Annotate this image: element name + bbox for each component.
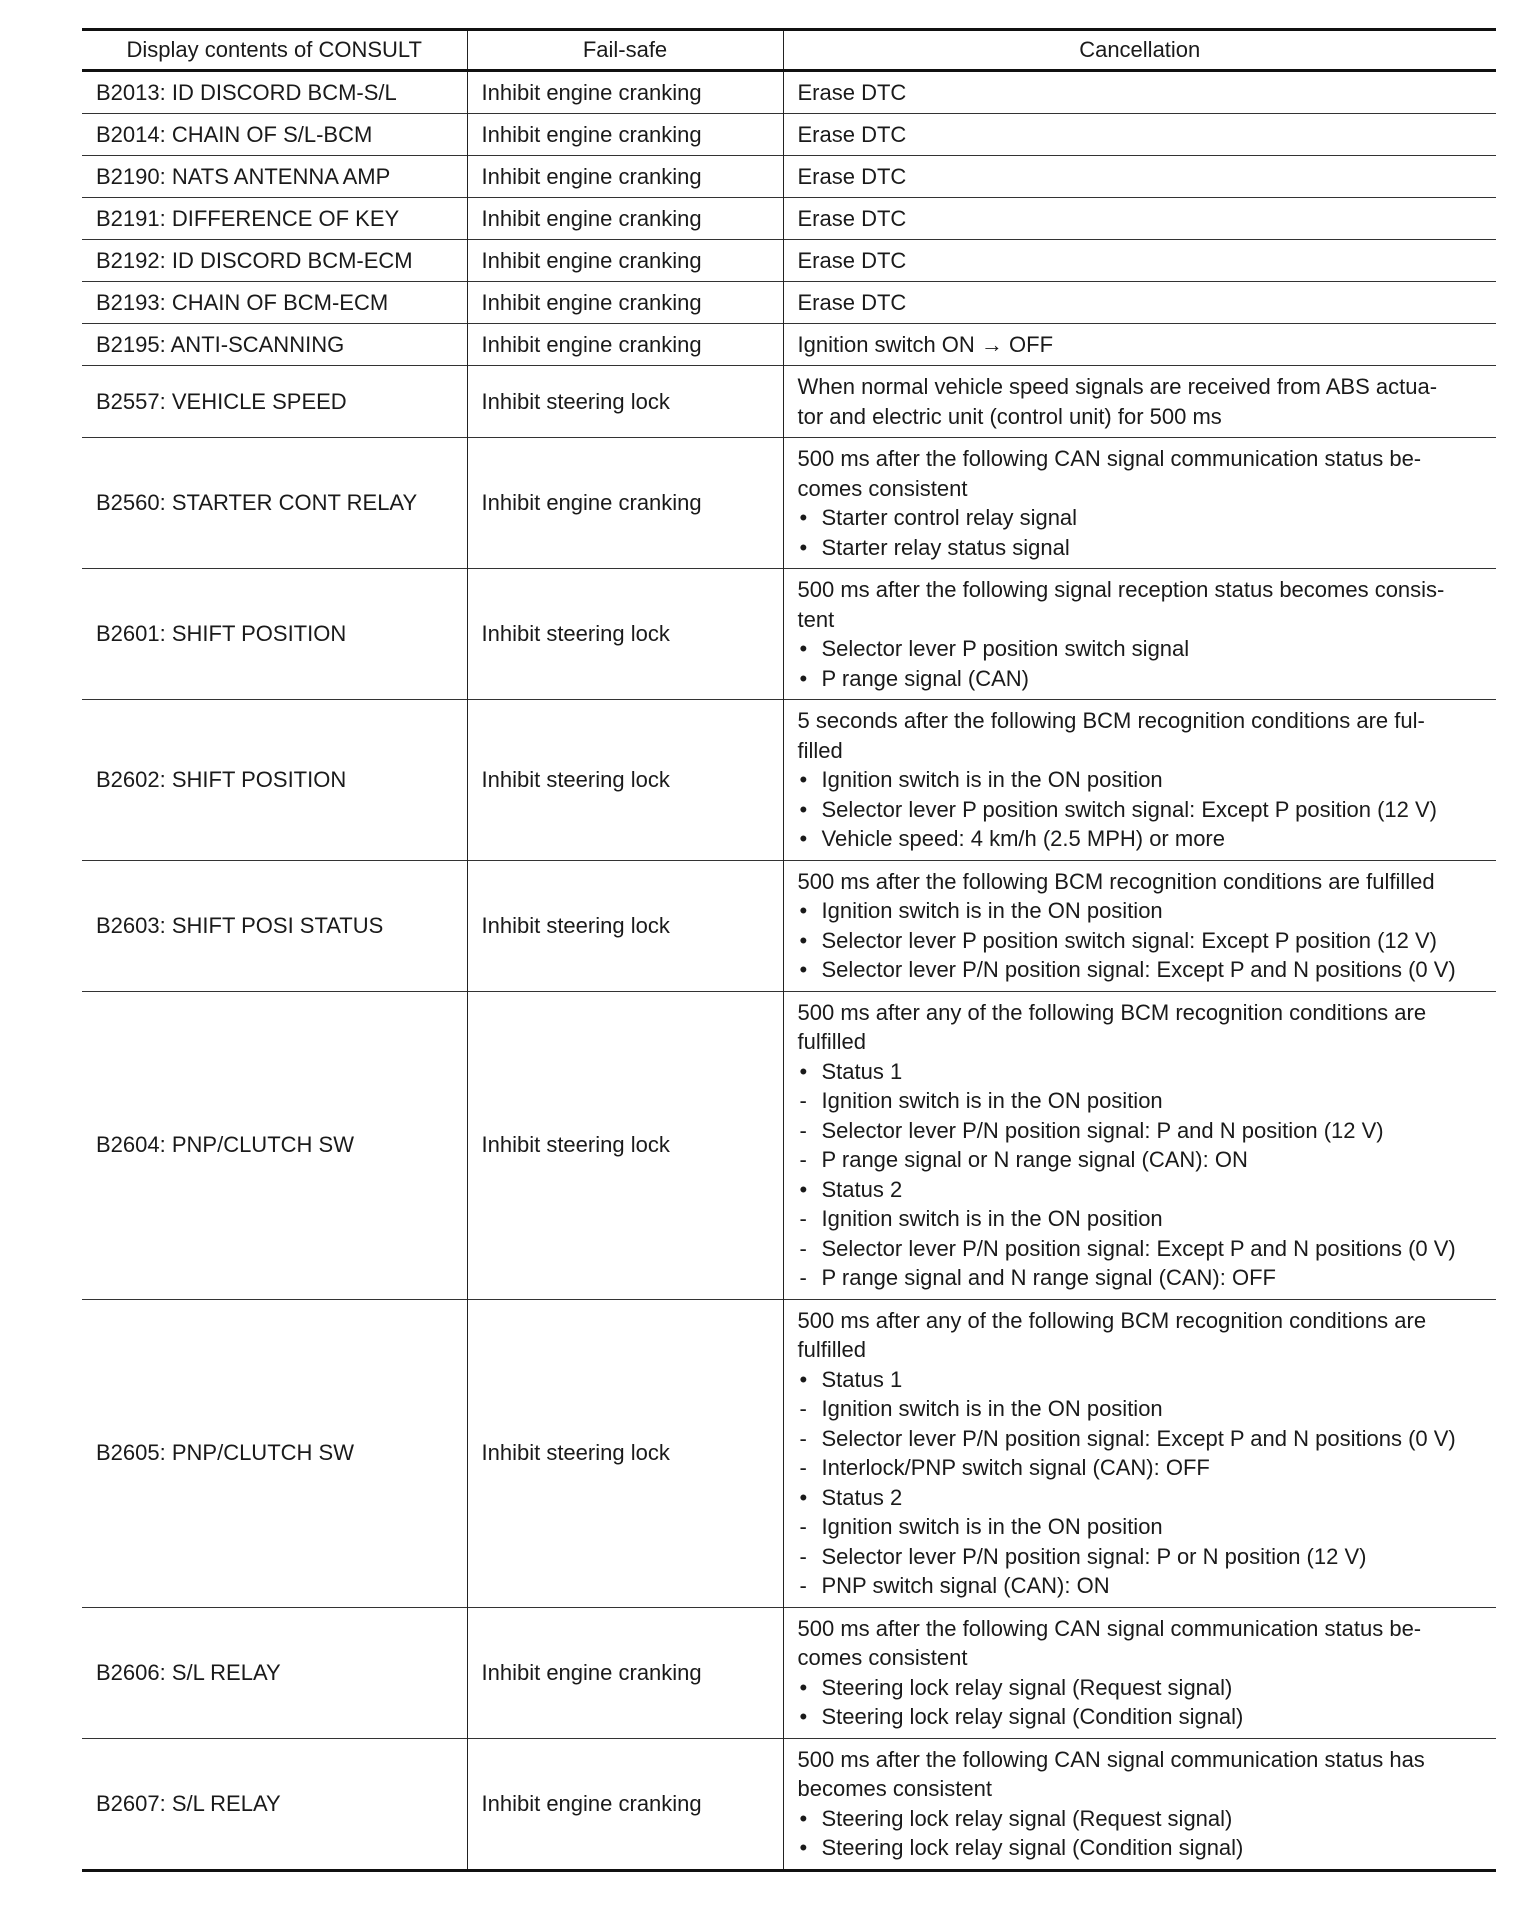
fail-safe-cell: Inhibit engine cranking bbox=[467, 324, 783, 366]
bullet-marker: • bbox=[799, 1058, 808, 1084]
fail-safe-cell: Inhibit engine cranking bbox=[467, 1607, 783, 1738]
cancellation-cell bbox=[783, 71, 1496, 114]
item-text: P range signal or N range signal (CAN): ON bbox=[821, 1147, 1248, 1172]
cancellation-text: 500 ms after any of the following BCM recognition conditions are bbox=[797, 999, 1427, 1025]
fail-safe-cell: Inhibit engine cranking bbox=[467, 240, 783, 282]
bullet-marker: • bbox=[799, 826, 808, 851]
cancellation-cell bbox=[783, 366, 1496, 438]
dtc-display-cell: B2601: SHIFT POSITION bbox=[82, 569, 467, 700]
dash-item bbox=[798, 1424, 1483, 1454]
cancellation-text: filled bbox=[797, 737, 843, 763]
fail-safe-cell: Inhibit engine cranking bbox=[467, 71, 783, 114]
cancellation-text: 500 ms after the following signal reception status becomes consis- bbox=[797, 577, 1445, 602]
column-header-fail-safe: Fail-safe bbox=[467, 30, 783, 71]
cancellation-cell bbox=[783, 569, 1496, 700]
bullet-marker: • bbox=[799, 1674, 808, 1700]
dtc-display-cell: B2605: PNP/CLUTCH SW bbox=[82, 1299, 467, 1607]
bullet-marker: • bbox=[799, 796, 808, 822]
cancellation-text: fulfilled bbox=[797, 1337, 866, 1362]
bullet-item bbox=[798, 533, 1483, 563]
bullet-item bbox=[798, 1804, 1483, 1834]
bullet-item bbox=[798, 664, 1483, 694]
dtc-display-cell: B2603: SHIFT POSI STATUS bbox=[82, 860, 467, 991]
dash-item bbox=[798, 1234, 1483, 1264]
dash-item bbox=[798, 1571, 1483, 1601]
bullet-marker: • bbox=[799, 927, 808, 953]
bullet-item bbox=[798, 503, 1483, 533]
bullet-marker: • bbox=[799, 534, 808, 560]
item-text: Status 2 bbox=[821, 1484, 903, 1510]
cancellation-text: 5 seconds after the following BCM recognition conditions are ful- bbox=[797, 708, 1425, 733]
item-text: Ignition switch is in the ON position bbox=[821, 1206, 1163, 1231]
item-text: Ignition switch is in the ON position bbox=[821, 1396, 1163, 1421]
dash-item bbox=[798, 1145, 1483, 1175]
dtc-display-cell: B2606: S/L RELAY bbox=[82, 1607, 467, 1738]
item-text: Selector lever P/N position signal: P and N position (12 V) bbox=[821, 1117, 1384, 1143]
fail-safe-cell: Inhibit steering lock bbox=[467, 569, 783, 700]
dtc-display-cell: B2195: ANTI-SCANNING bbox=[82, 324, 467, 366]
fail-safe-cell: Inhibit steering lock bbox=[467, 1299, 783, 1607]
bullet-marker: • bbox=[799, 505, 808, 530]
dash-marker: - bbox=[799, 1088, 807, 1113]
bullet-item bbox=[798, 1833, 1483, 1863]
table-row bbox=[82, 860, 1496, 991]
cancellation-text: 500 ms after the following BCM recognition conditions are fulfilled bbox=[797, 868, 1435, 894]
dtc-display-cell: B2604: PNP/CLUTCH SW bbox=[82, 991, 467, 1299]
bullet-marker: • bbox=[799, 636, 808, 661]
fail-safe-cell: Inhibit engine cranking bbox=[467, 114, 783, 156]
table-body bbox=[82, 71, 1496, 1871]
table-row bbox=[82, 240, 1496, 282]
bullet-marker: • bbox=[799, 1484, 808, 1510]
table-row bbox=[82, 1607, 1496, 1738]
cancellation-text: tor and electric unit (control unit) for 500 ms bbox=[797, 403, 1222, 429]
item-text: P range signal and N range signal (CAN): OFF bbox=[821, 1265, 1276, 1290]
fail-safe-cell: Inhibit steering lock bbox=[467, 700, 783, 861]
fail-safe-cell: Inhibit engine cranking bbox=[467, 198, 783, 240]
item-text: Starter control relay signal bbox=[821, 505, 1078, 530]
cancellation-cell bbox=[783, 1299, 1496, 1607]
dtc-display-cell: B2014: CHAIN OF S/L-BCM bbox=[82, 114, 467, 156]
item-text: PNP switch signal (CAN): ON bbox=[821, 1573, 1110, 1598]
item-text: Selector lever P/N position signal: Except P and N positions (0 V) bbox=[821, 1235, 1456, 1261]
item-text: Starter relay status signal bbox=[821, 534, 1070, 560]
fail-safe-cell: Inhibit steering lock bbox=[467, 860, 783, 991]
cancellation-cell bbox=[783, 114, 1496, 156]
item-text: Ignition switch is in the ON position bbox=[821, 767, 1163, 792]
bullet-item bbox=[798, 765, 1483, 795]
dash-marker: - bbox=[799, 1206, 807, 1231]
bullet-item bbox=[798, 795, 1483, 825]
cancellation-text: Erase DTC bbox=[797, 205, 907, 231]
item-text: Steering lock relay signal (Condition signal) bbox=[821, 1835, 1244, 1860]
bullet-marker: • bbox=[799, 898, 808, 923]
cancellation-cell bbox=[783, 1607, 1496, 1738]
bullet-marker: • bbox=[799, 957, 808, 982]
dash-marker: - bbox=[799, 1117, 807, 1143]
dash-marker: - bbox=[799, 1543, 807, 1569]
dash-marker: - bbox=[799, 1514, 807, 1539]
dtc-display-cell: B2190: NATS ANTENNA AMP bbox=[82, 156, 467, 198]
item-text: Steering lock relay signal (Request signal) bbox=[821, 1805, 1233, 1831]
bullet-item bbox=[798, 1702, 1483, 1732]
dash-item bbox=[798, 1512, 1483, 1542]
bullet-marker: • bbox=[799, 1366, 808, 1392]
cancellation-text: comes consistent bbox=[797, 1645, 968, 1670]
fail-safe-cell: Inhibit engine cranking bbox=[467, 282, 783, 324]
cancellation-cell bbox=[783, 991, 1496, 1299]
table-row bbox=[82, 156, 1496, 198]
item-text: Selector lever P position switch signal bbox=[821, 636, 1190, 661]
item-text: Selector lever P position switch signal: Except P position (12 V) bbox=[821, 796, 1437, 822]
fail-safe-cell: Inhibit engine cranking bbox=[467, 438, 783, 569]
dash-item bbox=[798, 1394, 1483, 1424]
item-text: Selector lever P/N position signal: Except P and N positions (0 V) bbox=[821, 957, 1456, 982]
cancellation-cell bbox=[783, 1738, 1496, 1870]
table-row bbox=[82, 1299, 1496, 1607]
column-header-consult: Display contents of CONSULT bbox=[82, 30, 467, 71]
dtc-display-cell: B2607: S/L RELAY bbox=[82, 1738, 467, 1870]
dash-marker: - bbox=[799, 1265, 807, 1290]
item-text: Status 1 bbox=[821, 1058, 903, 1084]
fail-safe-cell: Inhibit steering lock bbox=[467, 991, 783, 1299]
item-text: Ignition switch is in the ON position bbox=[821, 1088, 1163, 1113]
fail-safe-cell: Inhibit engine cranking bbox=[467, 1738, 783, 1870]
item-text: Selector lever P/N position signal: Except P and N positions (0 V) bbox=[821, 1425, 1456, 1451]
cancellation-text: tent bbox=[797, 606, 835, 632]
item-text: Ignition switch is in the ON position bbox=[821, 1514, 1163, 1539]
bullet-marker: • bbox=[799, 1805, 808, 1831]
dash-item bbox=[798, 1086, 1483, 1116]
dtc-display-cell: B2191: DIFFERENCE OF KEY bbox=[82, 198, 467, 240]
item-text: Selector lever P/N position signal: P or N position (12 V) bbox=[821, 1543, 1367, 1569]
cancellation-text: 500 ms after the following CAN signal communication status has bbox=[797, 1746, 1425, 1772]
bullet-item bbox=[798, 824, 1483, 854]
table-row bbox=[82, 282, 1496, 324]
cancellation-text: Erase DTC bbox=[797, 121, 907, 147]
bullet-item bbox=[798, 1483, 1483, 1513]
fail-safe-cell: Inhibit steering lock bbox=[467, 366, 783, 438]
item-text: Status 2 bbox=[821, 1176, 903, 1202]
bullet-item bbox=[798, 1057, 1483, 1087]
cancellation-text: fulfilled bbox=[797, 1029, 866, 1054]
dash-marker: - bbox=[799, 1573, 807, 1598]
cancellation-text: When normal vehicle speed signals are received from ABS actua- bbox=[797, 374, 1438, 399]
fail-safe-cell: Inhibit engine cranking bbox=[467, 156, 783, 198]
bullet-item bbox=[798, 634, 1483, 664]
cancellation-text: 500 ms after the following CAN signal communication status be- bbox=[797, 446, 1422, 471]
fail-safe-table bbox=[82, 28, 1496, 1872]
item-text: Selector lever P position switch signal: Except P position (12 V) bbox=[821, 927, 1437, 953]
dtc-display-cell: B2193: CHAIN OF BCM-ECM bbox=[82, 282, 467, 324]
cancellation-cell bbox=[783, 156, 1496, 198]
dash-marker: - bbox=[799, 1396, 807, 1421]
table-row bbox=[82, 114, 1496, 156]
cancellation-cell bbox=[783, 240, 1496, 282]
cancellation-text: Erase DTC bbox=[797, 79, 907, 105]
item-text: Status 1 bbox=[821, 1366, 903, 1392]
column-header-cancellation: Cancellation bbox=[783, 30, 1496, 71]
bullet-item bbox=[798, 1365, 1483, 1395]
dtc-display-cell: B2192: ID DISCORD BCM-ECM bbox=[82, 240, 467, 282]
table-row bbox=[82, 71, 1496, 114]
cancellation-text: comes consistent bbox=[797, 475, 968, 501]
cancellation-cell bbox=[783, 860, 1496, 991]
bullet-item bbox=[798, 955, 1483, 985]
dash-item bbox=[798, 1263, 1483, 1293]
dtc-display-cell: B2602: SHIFT POSITION bbox=[82, 700, 467, 861]
table-row bbox=[82, 324, 1496, 366]
bullet-marker: • bbox=[799, 1704, 808, 1729]
dash-item bbox=[798, 1204, 1483, 1234]
cancellation-text: 500 ms after any of the following BCM recognition conditions are bbox=[797, 1307, 1427, 1333]
cancellation-cell bbox=[783, 282, 1496, 324]
item-text: Interlock/PNP switch signal (CAN): OFF bbox=[821, 1455, 1210, 1480]
cancellation-cell bbox=[783, 324, 1496, 366]
dtc-display-cell: B2013: ID DISCORD BCM-S/L bbox=[82, 71, 467, 114]
cancellation-text: becomes consistent bbox=[797, 1776, 992, 1801]
dash-marker: - bbox=[799, 1235, 807, 1261]
table-row bbox=[82, 1738, 1496, 1870]
dash-marker: - bbox=[799, 1147, 807, 1172]
table-row bbox=[82, 438, 1496, 569]
item-text: Ignition switch is in the ON position bbox=[821, 898, 1163, 923]
bullet-item bbox=[798, 896, 1483, 926]
dtc-display-cell: B2557: VEHICLE SPEED bbox=[82, 366, 467, 438]
bullet-item bbox=[798, 926, 1483, 956]
dtc-display-cell: B2560: STARTER CONT RELAY bbox=[82, 438, 467, 569]
cancellation-text: Erase DTC bbox=[797, 289, 907, 315]
cancellation-text: Erase DTC bbox=[797, 163, 907, 189]
table-row bbox=[82, 700, 1496, 861]
dash-item bbox=[798, 1116, 1483, 1146]
table-header-row bbox=[82, 30, 1496, 71]
bullet-marker: • bbox=[799, 1176, 808, 1202]
item-text: Steering lock relay signal (Condition signal) bbox=[821, 1704, 1244, 1729]
item-text: Steering lock relay signal (Request signal) bbox=[821, 1674, 1233, 1700]
table-row bbox=[82, 366, 1496, 438]
bullet-marker: • bbox=[799, 767, 808, 792]
dash-item bbox=[798, 1453, 1483, 1483]
dash-marker: - bbox=[799, 1455, 807, 1480]
bullet-item bbox=[798, 1673, 1483, 1703]
bullet-marker: • bbox=[799, 665, 808, 691]
item-text: Vehicle speed: 4 km/h (2.5 MPH) or more bbox=[821, 826, 1225, 851]
cancellation-cell bbox=[783, 700, 1496, 861]
cancellation-text: Erase DTC bbox=[797, 247, 907, 273]
dash-marker: - bbox=[799, 1425, 807, 1451]
cancellation-cell bbox=[783, 198, 1496, 240]
cancellation-text: Ignition switch ON → OFF bbox=[797, 331, 1054, 357]
dash-item bbox=[798, 1542, 1483, 1572]
bullet-item bbox=[798, 1175, 1483, 1205]
table-row bbox=[82, 991, 1496, 1299]
table-row bbox=[82, 569, 1496, 700]
table-row bbox=[82, 198, 1496, 240]
cancellation-text: 500 ms after the following CAN signal communication status be- bbox=[797, 1615, 1422, 1641]
item-text: P range signal (CAN) bbox=[821, 665, 1029, 691]
bullet-marker: • bbox=[799, 1835, 808, 1860]
cancellation-cell bbox=[783, 438, 1496, 569]
